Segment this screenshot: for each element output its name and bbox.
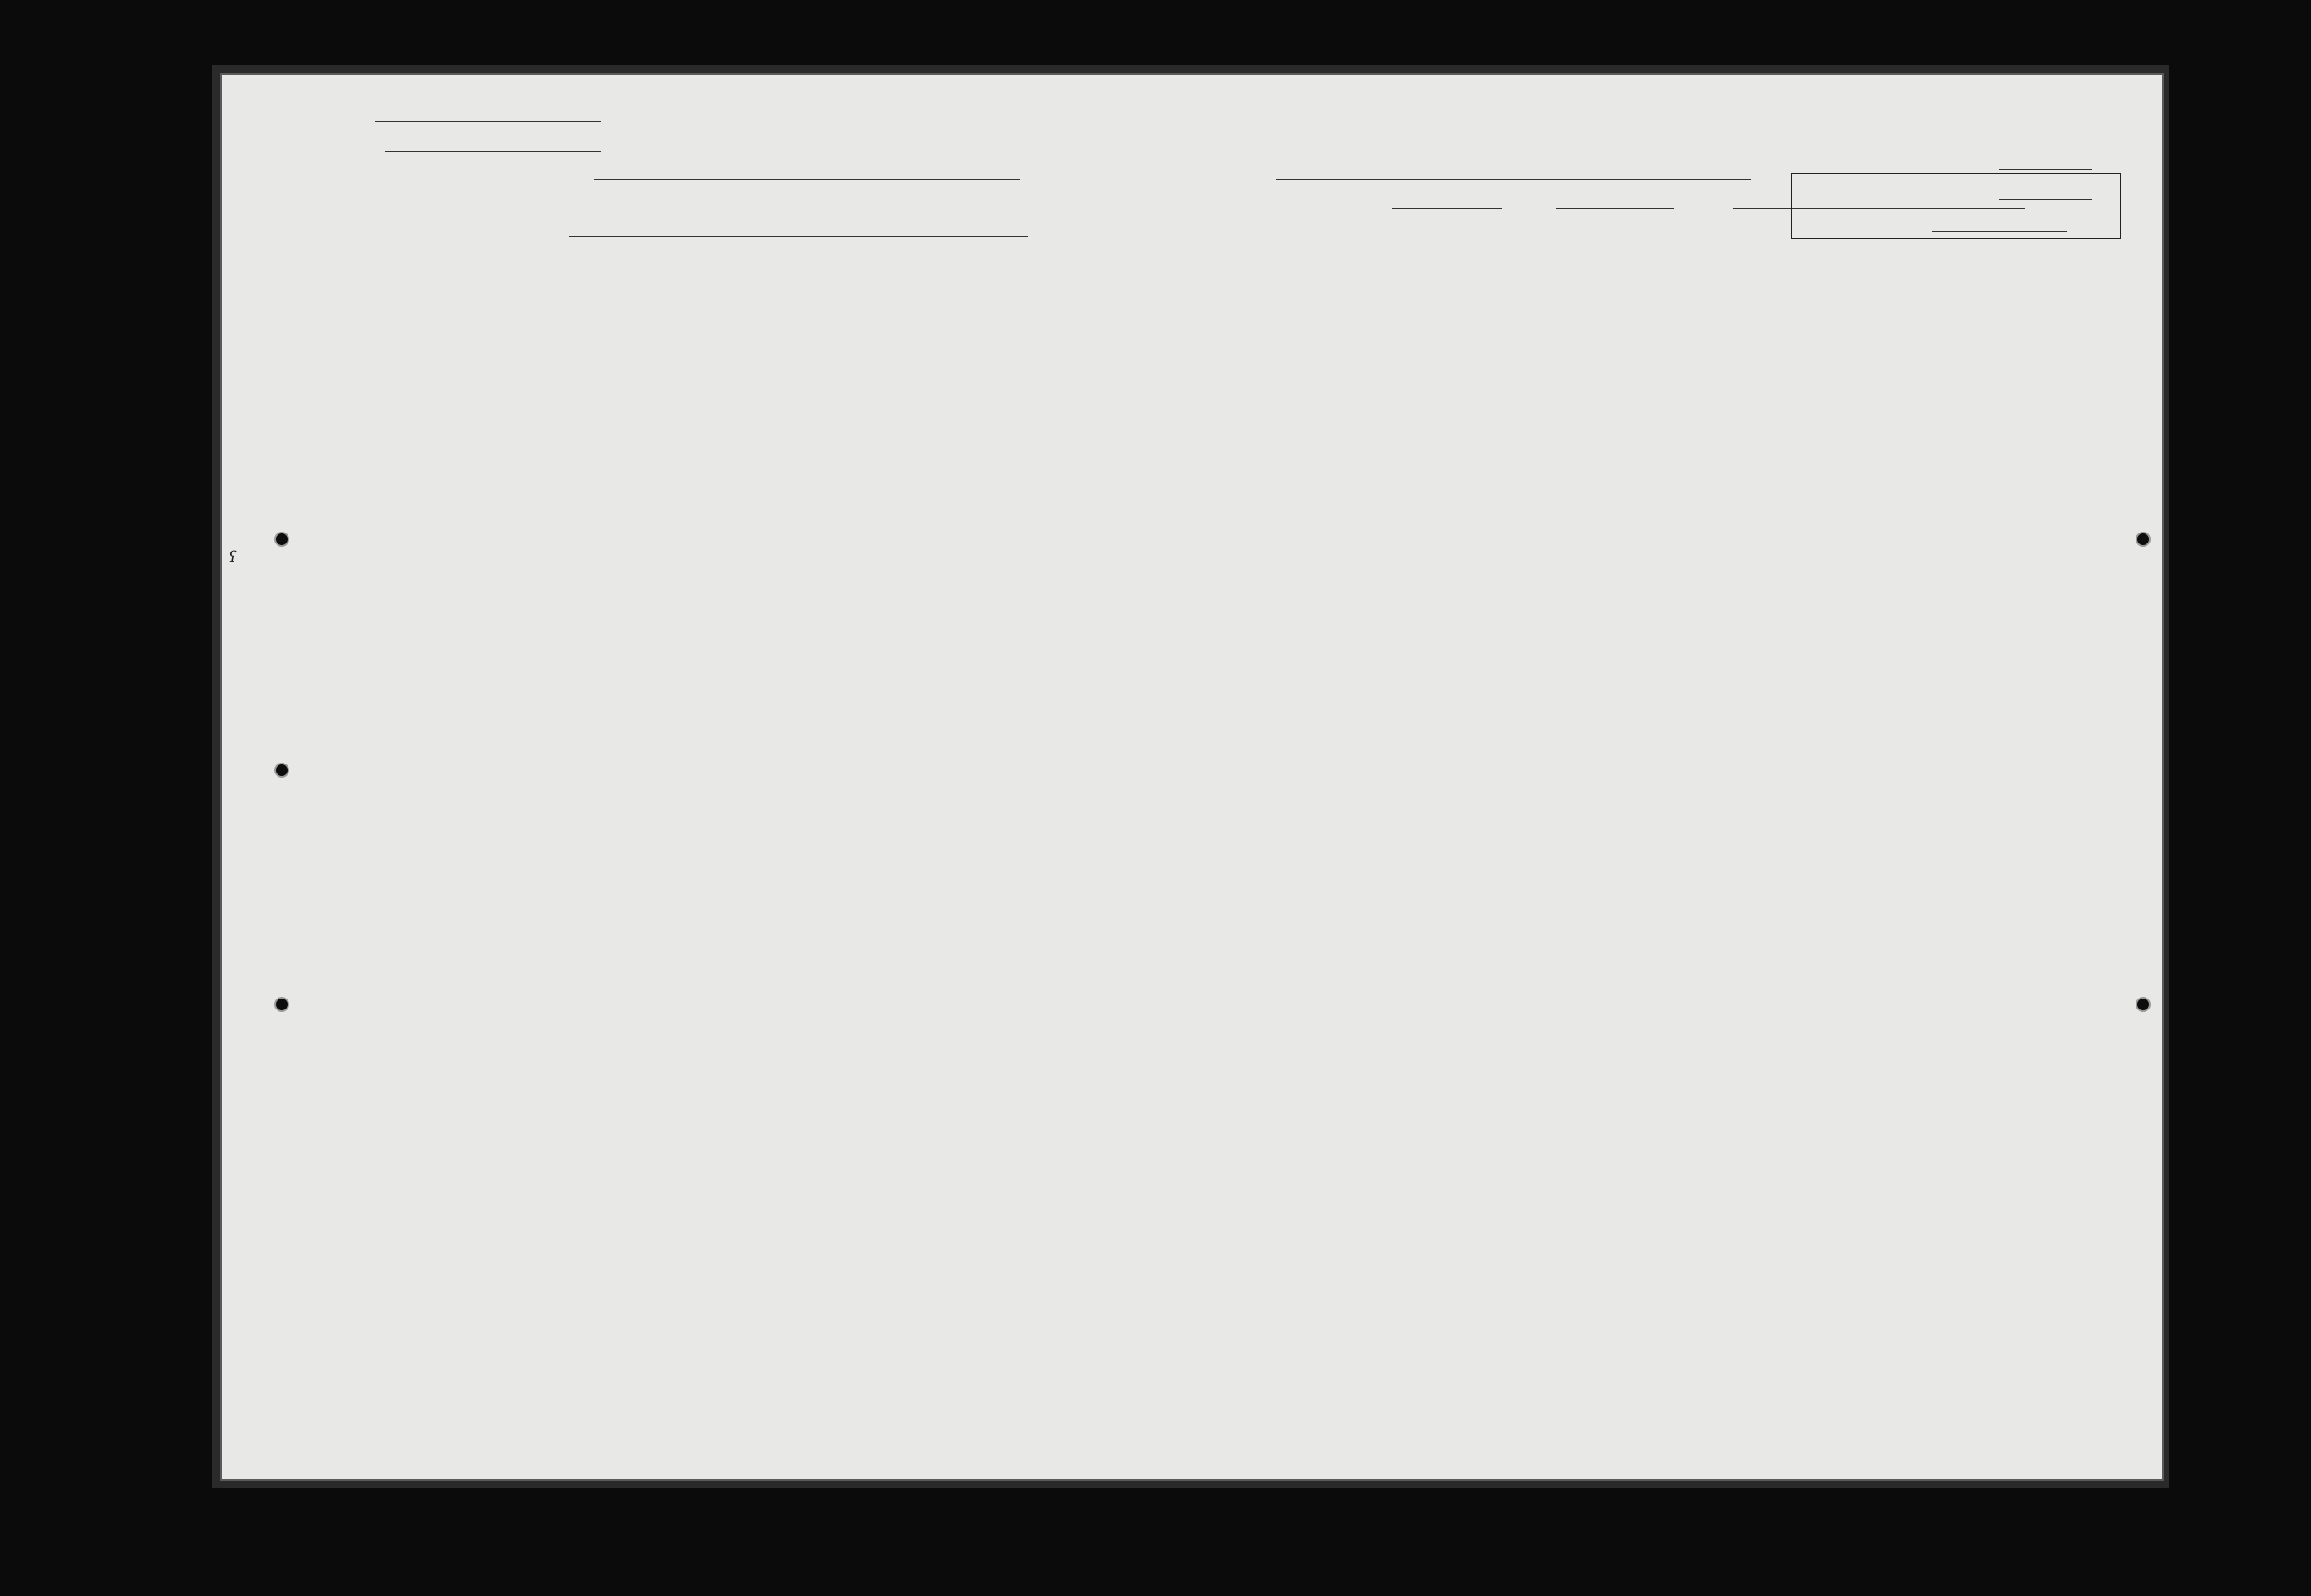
district-box [1791,173,2121,239]
state-value [375,121,601,122]
enum-day [1392,208,1502,209]
enum-month [1556,208,1674,209]
enum-district-value [1999,199,2092,200]
watermark [0,0,2311,25]
table-gridlines [320,316,2092,1466]
place-value [1276,179,1751,180]
punch-hole [274,532,289,547]
census-table [320,316,2092,1466]
institution-value [569,218,1028,237]
punch-hole [274,763,289,778]
ward-value [1932,231,2067,232]
punch-hole [274,997,289,1012]
punch-hole [2136,532,2151,547]
supervisor-value [1999,169,2092,170]
census-sheet [220,73,2164,1481]
township-value [594,179,1020,180]
margin-mark: ʕ [229,548,237,566]
county-value [385,151,601,152]
punch-hole [2136,997,2151,1012]
sheet-header [320,121,2115,321]
